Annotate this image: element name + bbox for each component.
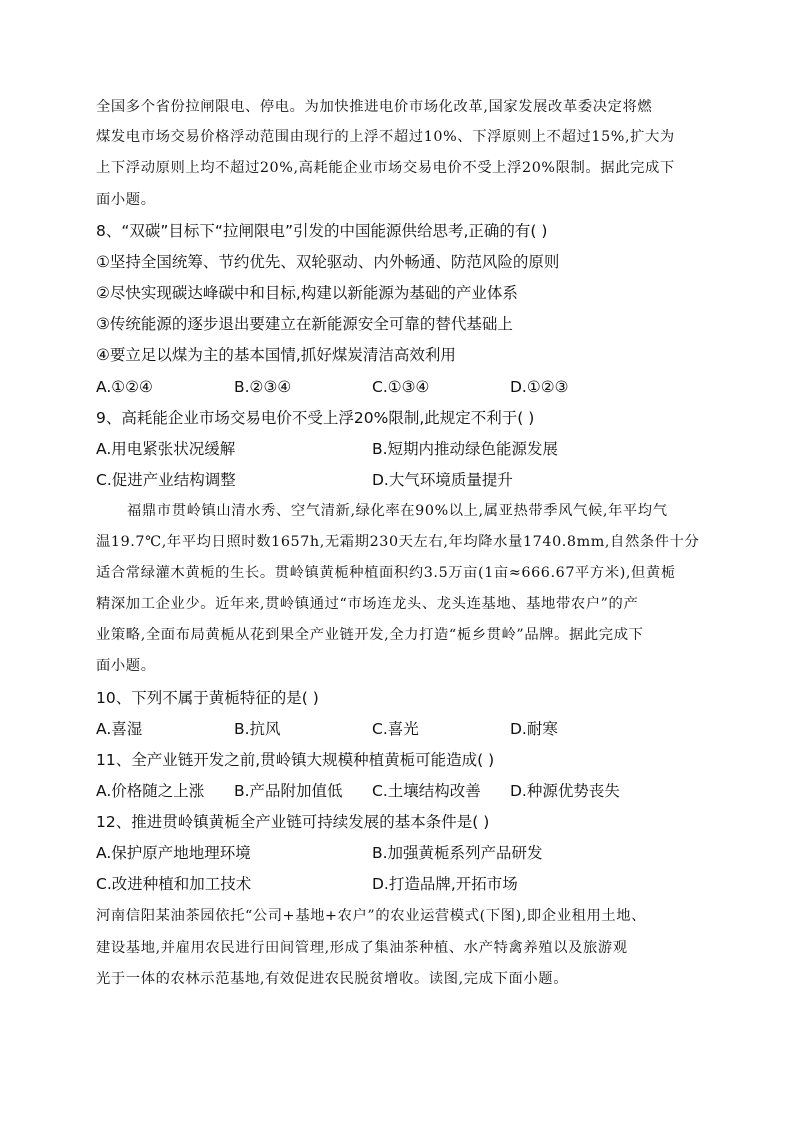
gardenia-passage-line: 面小题。 <box>96 658 156 674</box>
gardenia-passage-line: 业策略,全面布局黄栀从花到果全产业链开发,全力打造“栀乡贯岭”品牌。据此完成下 <box>96 627 644 643</box>
tea-passage-line: 光于一体的农林示范基地,有效促进农民脱贫增收。读图,完成下面小题。 <box>96 971 569 987</box>
q12-option-b[interactable]: B.加强黄栀系列产品研发 <box>372 844 543 862</box>
question-10-stem: 10、下列不属于黄栀特征的是( ) <box>96 689 319 707</box>
intro-passage-line: 煤发电市场交易价格浮动范围由现行的上浮不超过10%、下浮原则上不超过15%,扩大为 <box>96 129 675 145</box>
tea-passage-line: 河南信阳某油茶园依托“公司+基地+农户”的农业运营模式(下图),即企业租用土地、 <box>96 908 647 924</box>
question-9-stem: 9、高耗能企业市场交易电价不受上浮20%限制,此规定不利于( ) <box>96 409 535 427</box>
q10-option-b[interactable]: B.抗风 <box>234 720 281 738</box>
gardenia-passage-line: 适合常绿灌木黄栀的生长。贯岭镇黄栀种植面积约3.5万亩(1亩≈666.67平方米),但黄栀 <box>96 565 676 581</box>
q9-option-c[interactable]: C.促进产业结构调整 <box>96 471 236 489</box>
q9-option-a[interactable]: A.用电紧张状况缓解 <box>96 440 236 458</box>
question-12-stem: 12、推进贯岭镇黄栀全产业链可持续发展的基本条件是( ) <box>96 813 490 831</box>
q11-option-b[interactable]: B.产品附加值低 <box>234 782 343 800</box>
gardenia-passage-line: 福鼎市贯岭镇山清水秀、空气清新,绿化率在90%以上,属亚热带季风气候,年平均气 <box>127 503 668 519</box>
q8-option-a[interactable]: A.①②④ <box>96 378 153 396</box>
q8-statement: ①坚持全国统筹、节约优先、双轮驱动、内外畅通、防范风险的原则 <box>96 253 560 271</box>
q9-option-b[interactable]: B.短期内推动绿色能源发展 <box>372 440 559 458</box>
q9-option-d[interactable]: D.大气环境质量提升 <box>372 471 513 489</box>
q8-statement: ②尽快实现碳达峰碳中和目标,构建以新能源为基础的产业体系 <box>96 284 518 302</box>
q10-option-a[interactable]: A.喜湿 <box>96 720 143 738</box>
gardenia-passage-line: 温19.7℃,年平均日照时数1657h,无霜期230天左右,年均降水量1740.8mm,自然条件十分 <box>96 534 700 550</box>
q11-option-a[interactable]: A.价格随之上涨 <box>96 782 205 800</box>
intro-passage-line: 上下浮动原则上均不超过20%,高耗能企业市场交易电价不受上浮20%限制。据此完成下 <box>96 160 675 176</box>
question-11-stem: 11、全产业链开发之前,贯岭镇大规模种植黄栀可能造成( ) <box>96 751 495 769</box>
q12-option-a[interactable]: A.保护原产地地理环境 <box>96 844 251 862</box>
q12-option-d[interactable]: D.打造品牌,开拓市场 <box>372 875 518 893</box>
tea-passage-line: 建设基地,并雇用农民进行田间管理,形成了集油茶种植、水产特禽养殖以及旅游观 <box>96 940 628 956</box>
q11-option-d[interactable]: D.种源优势丧失 <box>510 782 620 800</box>
gardenia-passage-line: 精深加工企业少。近年来,贯岭镇通过“市场连龙头、龙头连基地、基地带农户”的产 <box>96 596 639 612</box>
q11-option-c[interactable]: C.土壤结构改善 <box>372 782 481 800</box>
q10-option-d[interactable]: D.耐寒 <box>510 720 558 738</box>
q10-option-c[interactable]: C.喜光 <box>372 720 419 738</box>
intro-passage-line: 面小题。 <box>96 192 156 208</box>
q8-statement: ④要立足以煤为主的基本国情,抓好煤炭清洁高效利用 <box>96 346 456 364</box>
q8-option-c[interactable]: C.①③④ <box>372 378 430 396</box>
q8-option-d[interactable]: D.①②③ <box>510 378 569 396</box>
q12-option-c[interactable]: C.改进种植和加工技术 <box>96 875 252 893</box>
question-8-stem: 8、“双碳”目标下“拉闸限电”引发的中国能源供给思考,正确的有( ) <box>96 222 548 240</box>
q8-statement: ③传统能源的逐步退出要建立在新能源安全可靠的替代基础上 <box>96 315 513 333</box>
intro-passage-line: 全国多个省份拉闸限电、停电。为加快推进电价市场化改革,国家发展改革委决定将燃 <box>96 99 653 115</box>
q8-option-b[interactable]: B.②③④ <box>234 378 292 396</box>
